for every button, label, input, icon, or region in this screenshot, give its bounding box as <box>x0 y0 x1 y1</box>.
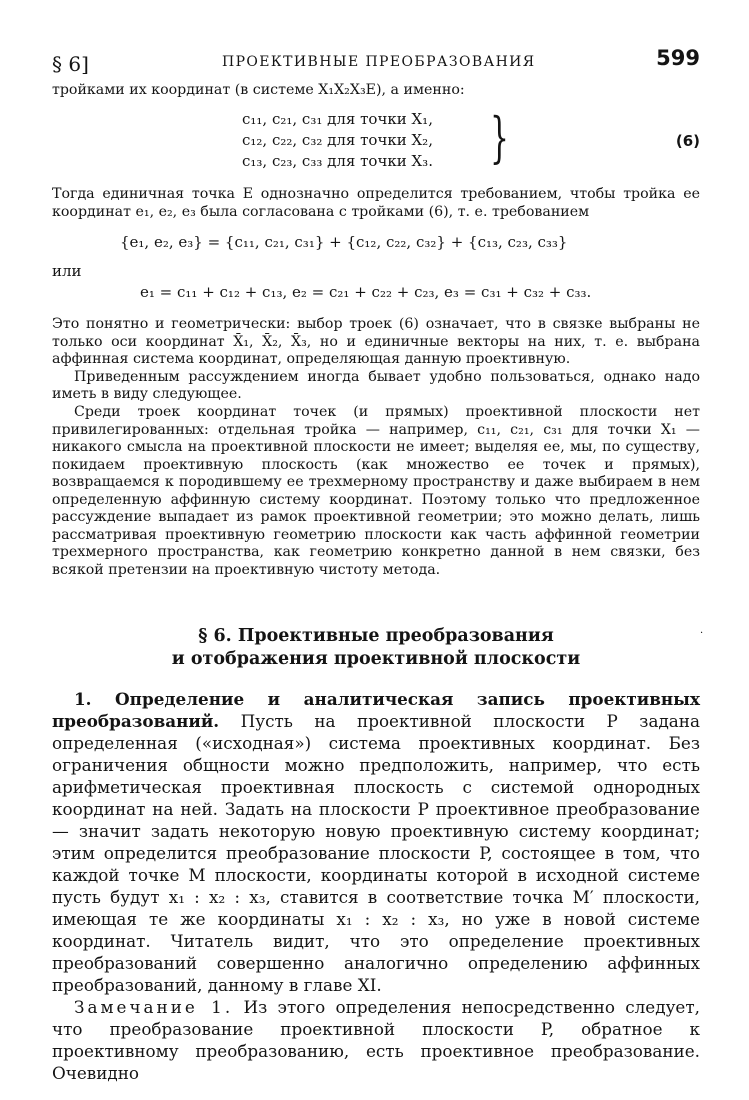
stray-mark: · <box>700 628 704 639</box>
paragraph-remark <box>52 996 700 1084</box>
running-head-section: § 6] <box>52 52 89 76</box>
word-or: или <box>52 262 82 280</box>
system-row-3: c₁₃, c₂₃, c₃₃ для точки X₃. <box>242 152 433 170</box>
equation-components: e₁ = c₁₁ + c₁₂ + c₁₃, e₂ = c₂₁ + c₂₂ + c₂₃, e₃ = c₃₁ + c₃₂ + c₃₃. <box>140 283 592 301</box>
para-geom-block <box>52 316 700 404</box>
system-row-1: c₁₁, c₂₁, c₃₁ для точки X₁, <box>242 110 433 128</box>
para-then-block <box>52 186 700 221</box>
section-heading-line-2: и отображения проективной плоскости <box>171 649 581 669</box>
running-head-title: ПРОЕКТИВНЫЕ ПРЕОБРАЗОВАНИЯ <box>222 54 536 70</box>
page-number: 599 <box>656 46 700 70</box>
definition-block <box>52 688 700 1084</box>
equation-number: (6) <box>675 132 700 150</box>
remark-text: Из этого определения непосредственно следует, что преобразование проективной плоскости P, обратное к проективному преобразованию, есть проективное преобразование. Очевидно <box>52 997 700 1083</box>
intro-line: тройками их координат (в системе X₁X₂X₃E), а именно: <box>52 82 465 98</box>
section-heading <box>52 625 700 671</box>
paragraph-geometric: Это понятно и геометрически: выбор троек (6) означает, что в связке выбраны не только оси координат X̄₁, X̄₂, X̄₃, но и единичные векторы на них, т. е. выбрана аффинная система координат, определяющая данную проективную. <box>52 316 700 367</box>
equation-triple: {e₁, e₂, e₃} = {c₁₁, c₂₁, c₃₁} + {c₁₂, c₂₂, c₃₂} + {c₁₃, c₂₃, c₃₃} <box>120 233 568 251</box>
remark-label: Замечание 1. <box>74 997 234 1017</box>
intro-line-block <box>52 82 700 100</box>
paragraph-then: Тогда единичная точка E однозначно определится требованием, чтобы тройка ее координат e₁, e₂, e₃ была согласована с тройками (6), т. е. требованием <box>52 186 700 220</box>
definition-text: Пусть на проективной плоскости P задана определенная («исходная») система проективных координат. Без ограничения общности можно предположить, например, что есть арифметическая проективная плоскость с системой однородных координат на ней. Задать на плоскости P проективное преобразование — значит задать некоторую новую проективную систему координат; этим определится преобразование плоскости P, состоящее в том, что каждой точке M плоскости, координаты которой в исходной системе пусть будут x₁ : x₂ : x₃, ставится в соответствие точка M′ плоскости, имеющая те же координаты x₁ : x₂ : x₃, но уже в новой системе координат. Читатель видит, что это определение проективных преобразований совершенно аналогично определению аффинных преобразований, данному в главе XI. <box>52 711 700 995</box>
section-heading-line-1: § 6. Проективные преобразования <box>198 626 554 646</box>
running-head <box>52 46 700 74</box>
paragraph-among: Среди троек координат точек (и прямых) проективной плоскости нет привилегированных: отдельная тройка — например, c₁₁, c₂₁, c₃₁ для точки X₁ — никакого смысла на проективной плоскости не имеет; выделяя ее, мы, по существу, покидаем проективную плоскость (как множество ее точек и прямых), возвращаемся к породившему ее трехмерному пространству и даже выбираем в нем определенную аффинную систему координат. Поэтому только что предложенное рассуждение выпадает из рамок проективной геометрии; это можно делать, лишь рассматривая проективную геометрию плоскости как часть аффинной геометрии трехмерного пространства, как геометрию конкретно данной в нем связки, без всякой претензии на проективную чистоту метода. <box>52 404 700 578</box>
para-among-block <box>52 404 700 579</box>
book-page <box>52 0 704 1100</box>
paragraph-reasoning: Приведенным рассуждением иногда бывает удобно пользоваться, однако надо иметь в виду следующее. <box>52 368 700 402</box>
right-brace: } <box>490 106 509 169</box>
paragraph-definition <box>52 688 700 996</box>
subsection-heading: 1. Определение и аналитическая запись проективных преобразований. <box>52 689 700 731</box>
coordinate-system-equations <box>52 106 700 174</box>
system-row-2: c₁₂, c₂₂, c₃₂ для точки X₂, <box>242 131 433 149</box>
